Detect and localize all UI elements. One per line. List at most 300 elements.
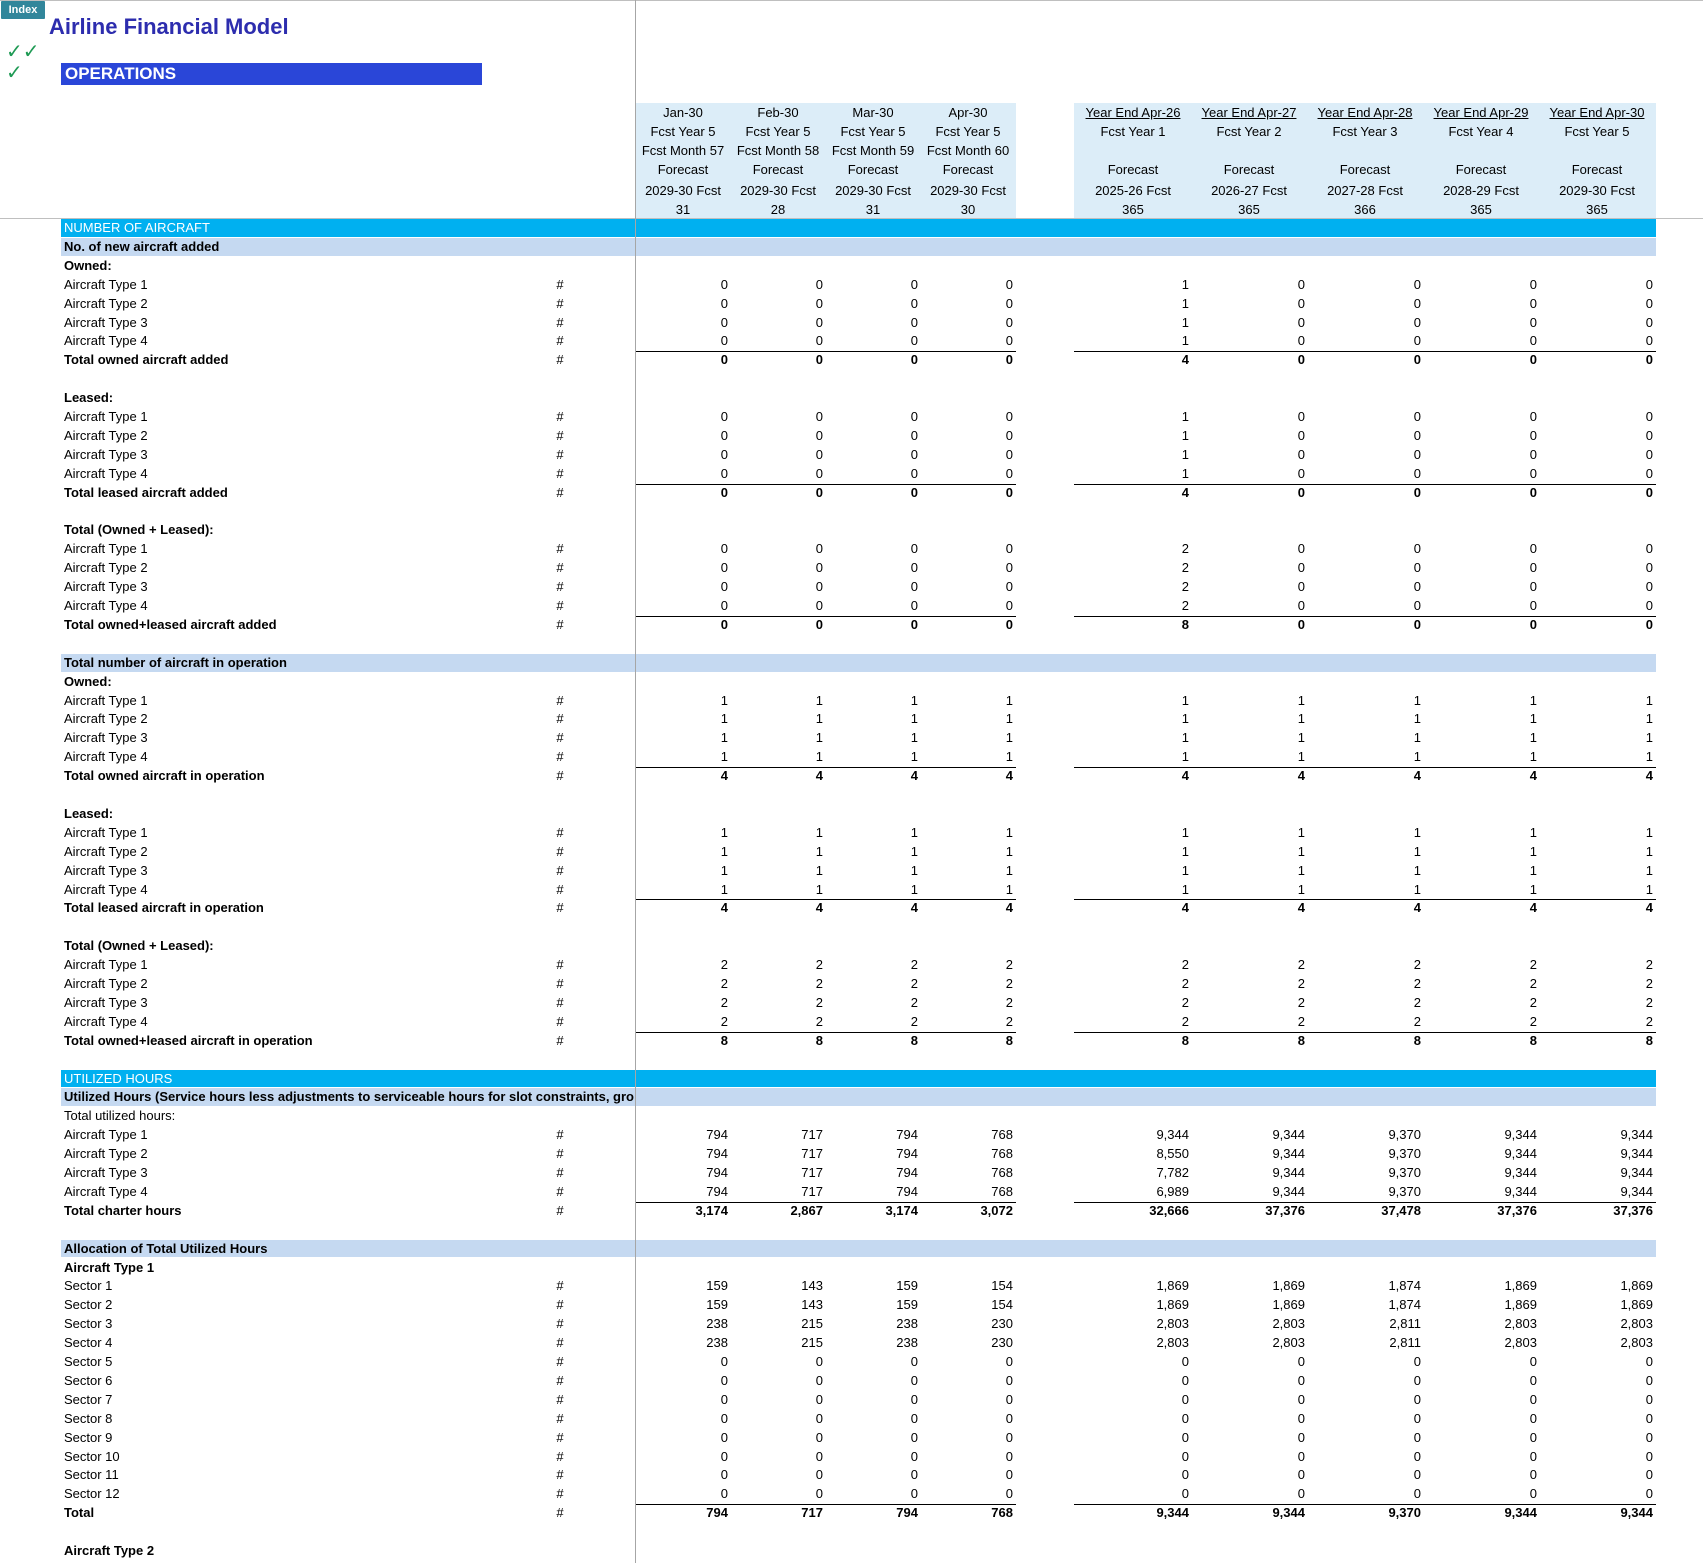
value-cell[interactable]: 1 [720, 862, 728, 878]
value-cell[interactable]: 2 [1529, 994, 1537, 1010]
value-cell[interactable]: 4 [1181, 352, 1189, 368]
value-cell[interactable]: 0 [720, 579, 728, 595]
value-cell[interactable]: 0 [1005, 1410, 1013, 1426]
value-cell[interactable]: 8 [815, 1032, 823, 1048]
value-cell[interactable]: 0 [1529, 314, 1537, 330]
value-cell[interactable]: 2 [1181, 976, 1189, 991]
value-cell[interactable]: 0 [1005, 616, 1013, 632]
value-cell[interactable]: 1 [1181, 881, 1189, 897]
value-cell[interactable]: 1 [1297, 824, 1305, 840]
value-cell[interactable]: 0 [1005, 446, 1013, 462]
value-cell[interactable]: 0 [1413, 314, 1421, 330]
value-cell[interactable]: 0 [815, 579, 823, 595]
value-cell[interactable]: 9,370 [1388, 1146, 1421, 1162]
value-cell[interactable]: 2 [1529, 976, 1537, 991]
value-cell[interactable]: 1 [1529, 749, 1537, 765]
value-cell[interactable]: 0 [1645, 1354, 1653, 1369]
value-cell[interactable]: 0 [1529, 1372, 1537, 1388]
value-cell[interactable]: 4 [1529, 900, 1537, 916]
value-cell[interactable]: 4 [910, 768, 918, 784]
value-cell[interactable]: 2 [1645, 994, 1653, 1010]
value-cell[interactable]: 0 [815, 314, 823, 330]
value-cell[interactable]: 9,344 [1504, 1165, 1537, 1180]
value-cell[interactable]: 4 [1413, 900, 1421, 916]
value-cell[interactable]: 0 [815, 427, 823, 443]
value-cell[interactable]: 1 [1413, 824, 1421, 840]
value-cell[interactable]: 154 [991, 1297, 1013, 1313]
value-cell[interactable]: 1 [815, 843, 823, 859]
value-cell[interactable]: 2 [1181, 579, 1189, 595]
value-cell[interactable]: 1 [1181, 862, 1189, 878]
value-cell[interactable]: 0 [910, 409, 918, 424]
value-cell[interactable]: 0 [1645, 276, 1653, 292]
value-cell[interactable]: 143 [801, 1297, 823, 1313]
value-cell[interactable]: 2 [1645, 976, 1653, 991]
value-cell[interactable]: 0 [1413, 1391, 1421, 1407]
value-cell[interactable]: 0 [1005, 1372, 1013, 1388]
value-cell[interactable]: 0 [1529, 1354, 1537, 1369]
value-cell[interactable]: 0 [1413, 427, 1421, 443]
value-cell[interactable]: 1 [815, 711, 823, 727]
value-cell[interactable]: 238 [706, 1316, 728, 1332]
value-cell[interactable]: 6,989 [1156, 1183, 1189, 1199]
value-cell[interactable]: 0 [1297, 598, 1305, 613]
value-cell[interactable]: 215 [801, 1316, 823, 1332]
value-cell[interactable]: 2 [1529, 957, 1537, 973]
value-cell[interactable]: 0 [815, 295, 823, 311]
value-cell[interactable]: 2 [910, 957, 918, 973]
value-cell[interactable]: 1 [1181, 446, 1189, 462]
value-cell[interactable]: 9,370 [1388, 1165, 1421, 1180]
value-cell[interactable]: 1,869 [1156, 1297, 1189, 1313]
value-cell[interactable]: 1 [1297, 730, 1305, 746]
value-cell[interactable]: 0 [1005, 1429, 1013, 1445]
value-cell[interactable]: 0 [1529, 541, 1537, 557]
value-cell[interactable]: 0 [1297, 1467, 1305, 1483]
value-cell[interactable]: 0 [720, 1486, 728, 1502]
value-cell[interactable]: 4 [720, 900, 728, 916]
value-cell[interactable]: 1 [910, 824, 918, 840]
value-cell[interactable]: 0 [720, 276, 728, 292]
value-cell[interactable]: 0 [1297, 427, 1305, 443]
value-cell[interactable]: 0 [1297, 579, 1305, 595]
value-cell[interactable]: 2 [1297, 957, 1305, 973]
value-cell[interactable]: 0 [1529, 1467, 1537, 1483]
value-cell[interactable]: 1 [1181, 276, 1189, 292]
value-cell[interactable]: 8 [1181, 1032, 1189, 1048]
value-cell[interactable]: 2 [910, 994, 918, 1010]
value-cell[interactable]: 1,869 [1620, 1297, 1653, 1313]
value-cell[interactable]: 0 [1529, 295, 1537, 311]
value-cell[interactable]: 2,867 [790, 1202, 823, 1218]
value-cell[interactable]: 0 [1529, 598, 1537, 613]
value-cell[interactable]: 1 [1413, 843, 1421, 859]
value-cell[interactable]: 9,344 [1272, 1146, 1305, 1162]
value-cell[interactable]: 0 [910, 1448, 918, 1464]
value-cell[interactable]: 1 [1297, 711, 1305, 727]
value-cell[interactable]: 4 [1645, 768, 1653, 784]
value-cell[interactable]: 4 [1297, 768, 1305, 784]
value-cell[interactable]: 0 [1181, 1410, 1189, 1426]
value-cell[interactable]: 1 [910, 881, 918, 897]
value-cell[interactable]: 8 [1181, 616, 1189, 632]
value-cell[interactable]: 9,344 [1272, 1165, 1305, 1180]
value-cell[interactable]: 794 [706, 1127, 728, 1143]
value-cell[interactable]: 0 [720, 1410, 728, 1426]
value-cell[interactable]: 9,344 [1620, 1165, 1653, 1180]
value-cell[interactable]: 0 [720, 484, 728, 500]
value-cell[interactable]: 0 [1005, 1391, 1013, 1407]
value-cell[interactable]: 1 [720, 881, 728, 897]
value-cell[interactable]: 8 [720, 1032, 728, 1048]
value-cell[interactable]: 0 [910, 314, 918, 330]
value-cell[interactable]: 0 [1529, 276, 1537, 292]
value-cell[interactable]: 1 [1529, 843, 1537, 859]
value-cell[interactable]: 0 [1413, 352, 1421, 368]
value-cell[interactable]: 8 [910, 1032, 918, 1048]
value-cell[interactable]: 0 [1645, 541, 1653, 557]
value-cell[interactable]: 0 [1413, 295, 1421, 311]
value-cell[interactable]: 1 [1181, 295, 1189, 311]
value-cell[interactable]: 794 [706, 1146, 728, 1162]
value-cell[interactable]: 0 [1297, 1391, 1305, 1407]
value-cell[interactable]: 0 [720, 333, 728, 349]
value-cell[interactable]: 9,344 [1620, 1127, 1653, 1143]
value-cell[interactable]: 0 [720, 352, 728, 368]
value-cell[interactable]: 238 [896, 1316, 918, 1332]
value-cell[interactable]: 0 [1297, 1354, 1305, 1369]
value-cell[interactable]: 2 [720, 1013, 728, 1029]
value-cell[interactable]: 1 [1181, 749, 1189, 765]
value-cell[interactable]: 1,869 [1620, 1278, 1653, 1294]
value-cell[interactable]: 8 [1413, 1032, 1421, 1048]
value-cell[interactable]: 2 [1645, 957, 1653, 973]
value-cell[interactable]: 9,344 [1620, 1505, 1653, 1521]
value-cell[interactable]: 2 [1413, 994, 1421, 1010]
value-cell[interactable]: 2 [720, 976, 728, 991]
value-cell[interactable]: 4 [1181, 900, 1189, 916]
value-cell[interactable]: 0 [720, 560, 728, 576]
value-cell[interactable]: 0 [720, 1391, 728, 1407]
value-cell[interactable]: 1 [1181, 314, 1189, 330]
value-cell[interactable]: 1 [1181, 465, 1189, 481]
value-cell[interactable]: 1 [1297, 749, 1305, 765]
value-cell[interactable]: 230 [991, 1316, 1013, 1332]
value-cell[interactable]: 0 [1413, 276, 1421, 292]
value-cell[interactable]: 0 [1413, 598, 1421, 613]
value-cell[interactable]: 1 [910, 692, 918, 708]
value-cell[interactable]: 0 [910, 295, 918, 311]
value-cell[interactable]: 717 [801, 1165, 823, 1180]
value-cell[interactable]: 0 [1181, 1354, 1189, 1369]
value-cell[interactable]: 1 [1181, 824, 1189, 840]
value-cell[interactable]: 2 [1297, 976, 1305, 991]
value-cell[interactable]: 0 [720, 1372, 728, 1388]
value-cell[interactable]: 1 [1297, 692, 1305, 708]
value-cell[interactable]: 0 [815, 1448, 823, 1464]
value-cell[interactable]: 0 [910, 616, 918, 632]
value-cell[interactable]: 1 [1529, 824, 1537, 840]
value-cell[interactable]: 0 [720, 465, 728, 481]
value-cell[interactable]: 4 [1005, 900, 1013, 916]
value-cell[interactable]: 0 [1645, 409, 1653, 424]
value-cell[interactable]: 1 [1413, 862, 1421, 878]
value-cell[interactable]: 0 [1005, 579, 1013, 595]
value-cell[interactable]: 32,666 [1149, 1202, 1189, 1218]
value-cell[interactable]: 0 [1297, 1372, 1305, 1388]
value-cell[interactable]: 2 [1181, 560, 1189, 576]
value-cell[interactable]: 0 [1005, 598, 1013, 613]
value-cell[interactable]: 0 [815, 333, 823, 349]
value-cell[interactable]: 0 [720, 1467, 728, 1483]
value-cell[interactable]: 2,803 [1620, 1316, 1653, 1332]
value-cell[interactable]: 0 [910, 352, 918, 368]
value-cell[interactable]: 0 [720, 446, 728, 462]
value-cell[interactable]: 2,803 [1156, 1316, 1189, 1332]
value-cell[interactable]: 154 [991, 1278, 1013, 1294]
value-cell[interactable]: 9,370 [1388, 1183, 1421, 1199]
value-cell[interactable]: 9,344 [1272, 1127, 1305, 1143]
value-cell[interactable]: 2 [1413, 976, 1421, 991]
value-cell[interactable]: 0 [815, 1391, 823, 1407]
value-cell[interactable]: 0 [1413, 1354, 1421, 1369]
value-cell[interactable]: 8 [1297, 1032, 1305, 1048]
value-cell[interactable]: 0 [910, 276, 918, 292]
value-cell[interactable]: 7,782 [1156, 1165, 1189, 1180]
value-cell[interactable]: 0 [1529, 484, 1537, 500]
value-cell[interactable]: 37,376 [1613, 1202, 1653, 1218]
value-cell[interactable]: 0 [720, 427, 728, 443]
value-cell[interactable]: 9,344 [1620, 1146, 1653, 1162]
value-cell[interactable]: 2,803 [1620, 1335, 1653, 1351]
value-cell[interactable]: 9,344 [1504, 1146, 1537, 1162]
value-cell[interactable]: 1 [910, 730, 918, 746]
value-cell[interactable]: 8,550 [1156, 1146, 1189, 1162]
value-cell[interactable]: 2 [910, 976, 918, 991]
value-cell[interactable]: 1,869 [1504, 1278, 1537, 1294]
value-cell[interactable]: 1 [1181, 409, 1189, 424]
value-cell[interactable]: 0 [815, 1354, 823, 1369]
value-cell[interactable]: 2 [1297, 1013, 1305, 1029]
value-cell[interactable]: 1 [1413, 881, 1421, 897]
value-cell[interactable]: 0 [1297, 541, 1305, 557]
value-cell[interactable]: 1,869 [1156, 1278, 1189, 1294]
value-cell[interactable]: 9,344 [1156, 1127, 1189, 1143]
value-cell[interactable]: 1 [720, 692, 728, 708]
value-cell[interactable]: 1 [815, 749, 823, 765]
value-cell[interactable]: 1 [720, 749, 728, 765]
value-cell[interactable]: 0 [1413, 541, 1421, 557]
value-cell[interactable]: 1 [910, 843, 918, 859]
value-cell[interactable]: 2 [1413, 957, 1421, 973]
value-cell[interactable]: 1 [1529, 881, 1537, 897]
value-cell[interactable]: 1 [1645, 692, 1653, 708]
value-cell[interactable]: 9,344 [1272, 1505, 1305, 1521]
value-cell[interactable]: 2 [1181, 598, 1189, 613]
value-cell[interactable]: 1 [1645, 730, 1653, 746]
value-cell[interactable]: 0 [1297, 276, 1305, 292]
value-cell[interactable]: 4 [1645, 900, 1653, 916]
value-cell[interactable]: 717 [801, 1183, 823, 1199]
value-cell[interactable]: 1 [815, 862, 823, 878]
value-cell[interactable]: 1 [1181, 730, 1189, 746]
value-cell[interactable]: 0 [1413, 1486, 1421, 1502]
value-cell[interactable]: 0 [815, 465, 823, 481]
value-cell[interactable]: 1 [1645, 824, 1653, 840]
value-cell[interactable]: 0 [1181, 1486, 1189, 1502]
value-cell[interactable]: 0 [815, 541, 823, 557]
value-cell[interactable]: 0 [1297, 333, 1305, 349]
value-cell[interactable]: 794 [706, 1505, 728, 1521]
value-cell[interactable]: 2 [1005, 994, 1013, 1010]
value-cell[interactable]: 0 [910, 427, 918, 443]
value-cell[interactable]: 2,803 [1504, 1335, 1537, 1351]
value-cell[interactable]: 1 [910, 862, 918, 878]
value-cell[interactable]: 159 [896, 1278, 918, 1294]
value-cell[interactable]: 37,478 [1381, 1202, 1421, 1218]
value-cell[interactable]: 1 [1529, 711, 1537, 727]
value-cell[interactable]: 0 [1181, 1391, 1189, 1407]
value-cell[interactable]: 0 [1297, 1429, 1305, 1445]
value-cell[interactable]: 0 [910, 560, 918, 576]
value-cell[interactable]: 0 [1181, 1429, 1189, 1445]
value-cell[interactable]: 2 [1005, 1013, 1013, 1029]
value-cell[interactable]: 794 [896, 1146, 918, 1162]
value-cell[interactable]: 1 [1645, 862, 1653, 878]
value-cell[interactable]: 1,874 [1388, 1297, 1421, 1313]
value-cell[interactable]: 1 [1181, 333, 1189, 349]
value-cell[interactable]: 0 [1645, 579, 1653, 595]
value-cell[interactable]: 3,174 [695, 1202, 728, 1218]
value-cell[interactable]: 1 [1297, 881, 1305, 897]
value-cell[interactable]: 0 [1181, 1448, 1189, 1464]
value-cell[interactable]: 9,370 [1388, 1505, 1421, 1521]
value-cell[interactable]: 0 [910, 1486, 918, 1502]
value-cell[interactable]: 0 [1005, 276, 1013, 292]
value-cell[interactable]: 0 [910, 1372, 918, 1388]
value-cell[interactable]: 0 [1529, 616, 1537, 632]
value-cell[interactable]: 2 [815, 994, 823, 1010]
value-cell[interactable]: 0 [720, 295, 728, 311]
value-cell[interactable]: 0 [1005, 465, 1013, 481]
value-cell[interactable]: 0 [1645, 314, 1653, 330]
value-cell[interactable]: 1 [1529, 692, 1537, 708]
value-cell[interactable]: 0 [1005, 1448, 1013, 1464]
value-cell[interactable]: 2,803 [1272, 1335, 1305, 1351]
value-cell[interactable]: 2 [1645, 1013, 1653, 1029]
value-cell[interactable]: 2,811 [1389, 1335, 1421, 1351]
value-cell[interactable]: 0 [1005, 333, 1013, 349]
value-cell[interactable]: 8 [1645, 1032, 1653, 1048]
value-cell[interactable]: 0 [910, 1410, 918, 1426]
value-cell[interactable]: 0 [1645, 465, 1653, 481]
value-cell[interactable]: 0 [910, 579, 918, 595]
value-cell[interactable]: 794 [706, 1183, 728, 1199]
value-cell[interactable]: 9,344 [1156, 1505, 1189, 1521]
value-cell[interactable]: 2,811 [1389, 1316, 1421, 1332]
value-cell[interactable]: 4 [1529, 768, 1537, 784]
value-cell[interactable]: 4 [1181, 768, 1189, 784]
value-cell[interactable]: 0 [910, 541, 918, 557]
value-cell[interactable]: 794 [706, 1165, 728, 1180]
value-cell[interactable]: 0 [1297, 446, 1305, 462]
value-cell[interactable]: 0 [1005, 314, 1013, 330]
value-cell[interactable]: 0 [720, 598, 728, 613]
value-cell[interactable]: 0 [910, 484, 918, 500]
value-cell[interactable]: 0 [1645, 616, 1653, 632]
value-cell[interactable]: 215 [801, 1335, 823, 1351]
value-cell[interactable]: 0 [1529, 446, 1537, 462]
value-cell[interactable]: 0 [1413, 1410, 1421, 1426]
value-cell[interactable]: 0 [910, 1429, 918, 1445]
value-cell[interactable]: 1 [815, 824, 823, 840]
value-cell[interactable]: 0 [1529, 1486, 1537, 1502]
value-cell[interactable]: 8 [1529, 1032, 1537, 1048]
value-cell[interactable]: 0 [910, 1391, 918, 1407]
value-cell[interactable]: 0 [1413, 333, 1421, 349]
value-cell[interactable]: 0 [1529, 1391, 1537, 1407]
value-cell[interactable]: 159 [706, 1297, 728, 1313]
value-cell[interactable]: 8 [1005, 1032, 1013, 1048]
value-cell[interactable]: 0 [1645, 446, 1653, 462]
value-cell[interactable]: 768 [991, 1165, 1013, 1180]
value-cell[interactable]: 4 [1413, 768, 1421, 784]
value-cell[interactable]: 0 [1529, 333, 1537, 349]
value-cell[interactable]: 2 [1181, 957, 1189, 973]
value-cell[interactable]: 794 [896, 1165, 918, 1180]
value-cell[interactable]: 0 [910, 333, 918, 349]
value-cell[interactable]: 768 [991, 1183, 1013, 1199]
value-cell[interactable]: 1 [1413, 730, 1421, 746]
value-cell[interactable]: 0 [720, 1354, 728, 1369]
value-cell[interactable]: 2 [1005, 957, 1013, 973]
value-cell[interactable]: 0 [1413, 484, 1421, 500]
value-cell[interactable]: 717 [801, 1505, 823, 1521]
value-cell[interactable]: 0 [815, 1486, 823, 1502]
value-cell[interactable]: 1 [1529, 862, 1537, 878]
value-cell[interactable]: 2 [1181, 994, 1189, 1010]
value-cell[interactable]: 9,344 [1620, 1183, 1653, 1199]
value-cell[interactable]: 0 [1413, 1448, 1421, 1464]
value-cell[interactable]: 9,370 [1388, 1127, 1421, 1143]
value-cell[interactable]: 0 [1413, 409, 1421, 424]
value-cell[interactable]: 0 [1005, 409, 1013, 424]
value-cell[interactable]: 1 [720, 730, 728, 746]
value-cell[interactable]: 0 [1005, 484, 1013, 500]
value-cell[interactable]: 1 [1005, 692, 1013, 708]
value-cell[interactable]: 0 [910, 446, 918, 462]
value-cell[interactable]: 0 [815, 276, 823, 292]
value-cell[interactable]: 0 [720, 1448, 728, 1464]
value-cell[interactable]: 0 [1645, 560, 1653, 576]
value-cell[interactable]: 0 [1645, 1486, 1653, 1502]
value-cell[interactable]: 0 [1529, 465, 1537, 481]
value-cell[interactable]: 1 [720, 824, 728, 840]
value-cell[interactable]: 1 [1645, 711, 1653, 727]
value-cell[interactable]: 0 [1645, 1448, 1653, 1464]
value-cell[interactable]: 0 [1297, 1448, 1305, 1464]
value-cell[interactable]: 0 [815, 1467, 823, 1483]
value-cell[interactable]: 0 [1005, 295, 1013, 311]
value-cell[interactable]: 0 [1297, 616, 1305, 632]
value-cell[interactable]: 1 [1181, 427, 1189, 443]
value-cell[interactable]: 0 [815, 352, 823, 368]
value-cell[interactable]: 768 [991, 1146, 1013, 1162]
value-cell[interactable]: 0 [720, 314, 728, 330]
value-cell[interactable]: 0 [1645, 333, 1653, 349]
value-cell[interactable]: 0 [1297, 1486, 1305, 1502]
value-cell[interactable]: 1 [720, 711, 728, 727]
